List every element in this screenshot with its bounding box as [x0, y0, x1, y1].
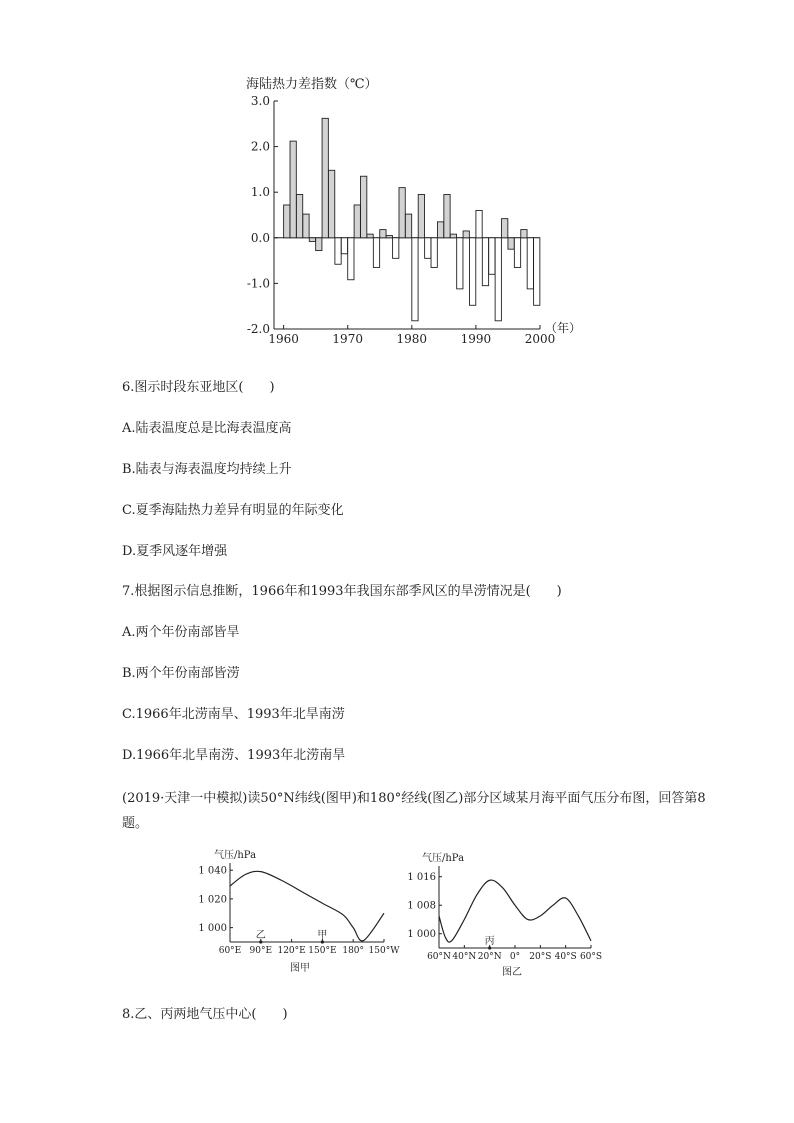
- chart-tick-labels: [407, 872, 602, 962]
- bar-1969: [341, 238, 347, 254]
- marker-label: 甲: [317, 930, 328, 941]
- x-tick-label: 60°S: [579, 952, 603, 962]
- bar-1973: [367, 234, 373, 238]
- bar-1966: [322, 118, 328, 237]
- figure-caption: 图乙: [502, 967, 522, 978]
- y-tick-label: 3.0: [250, 94, 270, 108]
- bar-1995: [508, 238, 514, 249]
- question-6-stem: 6.图示时段东亚地区( ): [122, 380, 275, 395]
- bar-1997: [521, 230, 527, 238]
- y-tick-label: -1.0: [246, 276, 270, 291]
- location-markers: [485, 935, 495, 950]
- bar-1964: [309, 238, 315, 242]
- chart-axes: [439, 866, 591, 948]
- x-tick-label: 1990: [460, 332, 492, 346]
- bar-1963: [303, 214, 309, 238]
- bar-1983: [431, 238, 437, 268]
- question-8-stem: 8.乙、丙两地气压中心( ): [122, 1007, 288, 1022]
- bar-1991: [482, 238, 488, 286]
- question-6-option-c: C.夏季海陆热力差异有明显的年际变化: [122, 503, 344, 518]
- y-tick-label: 1.0: [250, 185, 270, 200]
- sea-land-thermal-index-chart: [240, 75, 580, 345]
- bar-1981: [418, 194, 424, 237]
- x-tick-label: 60°E: [218, 946, 242, 956]
- bar-1985: [444, 194, 450, 237]
- x-tick-label: 150°W: [368, 946, 400, 956]
- bar-1982: [425, 238, 431, 259]
- y-tick-label: 1 016: [407, 872, 436, 884]
- bar-1986: [450, 234, 456, 238]
- x-tick-label: 40°S: [554, 952, 577, 962]
- pressure-chart-yi: [408, 848, 608, 983]
- bar-1990: [476, 210, 482, 237]
- x-tick-label: 90°E: [249, 946, 273, 956]
- y-tick-label: 1 000: [407, 929, 436, 941]
- x-tick-label: 1980: [396, 332, 428, 346]
- x-tick-label: 150°E: [308, 946, 337, 956]
- y-tick-label: 2.0: [250, 139, 270, 154]
- bar-1975: [380, 230, 386, 238]
- bar-1970: [348, 238, 354, 280]
- x-tick-label: 180°: [342, 946, 365, 956]
- y-tick-label: 0.0: [250, 230, 270, 245]
- bar-1972: [361, 176, 367, 238]
- y-tick-label: 1 008: [407, 900, 436, 912]
- question-8-intro: (2019·天津一中模拟)读50°N纬线(图甲)和180°经线(图乙)部分区域某月海平面气压分布图，回答第8题。: [122, 791, 706, 831]
- bar-1971: [354, 205, 360, 238]
- chart-axes: [230, 863, 384, 942]
- x-axis-label: （年）: [545, 321, 582, 335]
- bar-1961: [290, 141, 296, 238]
- y-axis-label: 海陆热力差指数（℃）: [246, 77, 378, 92]
- x-tick-label: 60°N: [427, 952, 451, 962]
- question-7-option-d: D.1966年北旱南涝、1993年北涝南旱: [122, 748, 346, 763]
- bar-1984: [437, 222, 443, 238]
- bar-1980: [412, 238, 418, 321]
- question-6-option-b: B.陆表与海表温度均持续上升: [122, 462, 292, 477]
- y-tick-label: 1 040: [198, 865, 227, 877]
- pressure-curve: [230, 871, 384, 941]
- bar-1996: [514, 238, 520, 268]
- x-tick-label: 40°N: [452, 952, 477, 962]
- bar-1999: [534, 238, 540, 305]
- chart-bars: [284, 118, 540, 320]
- x-tick-label: 0°: [509, 952, 521, 962]
- bar-1988: [463, 231, 469, 238]
- bar-1989: [469, 238, 475, 305]
- bar-1967: [328, 170, 334, 237]
- question-6-option-a: A.陆表温度总是比海表温度高: [122, 421, 292, 436]
- pressure-chart-jia: [198, 845, 400, 980]
- bar-1968: [335, 238, 341, 264]
- x-tick-label: 1970: [332, 332, 363, 346]
- pressure-line: [439, 880, 591, 942]
- bar-1998: [527, 238, 533, 289]
- y-tick-label: 1 000: [198, 923, 227, 935]
- bar-1976: [386, 236, 392, 238]
- x-tick-label: 20°N: [477, 952, 502, 962]
- y-tick-label: 1 020: [198, 894, 227, 906]
- y-axis-label: 气压/hPa: [214, 850, 257, 861]
- bar-1977: [393, 238, 399, 259]
- y-axis-label: 气压/hPa: [422, 853, 465, 864]
- pressure-line: [230, 871, 384, 941]
- marker-label: 丙: [484, 936, 495, 947]
- bar-1974: [373, 238, 379, 268]
- bar-1994: [502, 219, 508, 238]
- question-7-option-b: B.两个年份南部皆涝: [122, 666, 240, 681]
- question-7-option-c: C.1966年北涝南旱、1993年北旱南涝: [122, 707, 345, 722]
- figure-caption: 图甲: [290, 963, 310, 974]
- bar-1978: [399, 188, 405, 238]
- x-tick-label: 120°E: [277, 946, 306, 956]
- question-7-option-a: A.两个年份南部皆旱: [122, 625, 240, 640]
- bar-1962: [296, 194, 302, 237]
- x-tick-label: 2000: [524, 332, 556, 346]
- bar-1993: [495, 238, 501, 321]
- bar-1987: [457, 238, 463, 289]
- marker-label: 乙: [255, 930, 266, 941]
- x-tick-label: 20°S: [529, 952, 552, 962]
- bar-1960: [284, 205, 290, 238]
- bar-1965: [316, 238, 322, 251]
- y-tick-label: -2.0: [246, 322, 270, 336]
- bar-1979: [405, 214, 411, 238]
- pressure-curve: [439, 880, 591, 942]
- question-7-stem: 7.根据图示信息推断，1966年和1993年我国东部季风区的旱涝情况是( ): [122, 584, 562, 599]
- x-tick-label: 1960: [268, 332, 299, 346]
- question-6-option-d: D.夏季风逐年增强: [122, 544, 228, 559]
- bar-1992: [489, 238, 495, 274]
